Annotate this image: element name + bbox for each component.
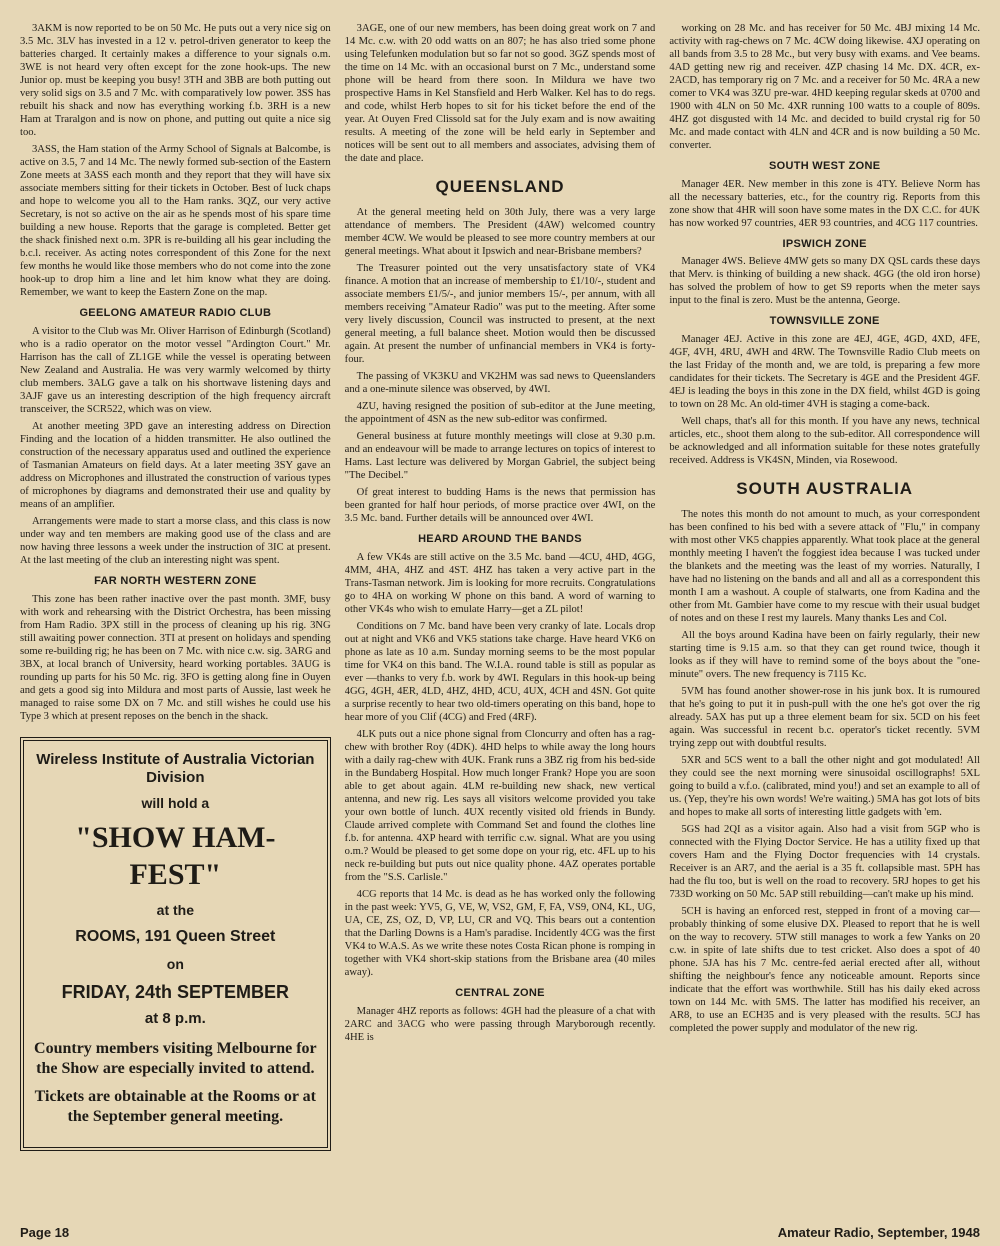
ad-at-the: at the xyxy=(156,901,194,918)
paragraph: 4ZU, having resigned the position of sub-editor at the June meeting, the appointment of 4SN as the new sub-editor was confirmed. xyxy=(344,401,656,426)
paragraph: 3ASS, the Ham station of the Army School of Signals at Balcombe, is active on 3.5, 7 and 14 Mc. The newly formed sub-section of the Eastern Zone meets at 3ASS each month and they report that they will have six associate members sitting for their tickets in October. Best of luck chaps and hope to welcome you all to the Ham ranks. 3QZ, our very active Secretary, is not so active on the air as he spends most of his spare time building a new house. Reports that the garage is completed. Better get the shack finished next o.m. 3PR is re-building all his gear including the b.c.l. receiver. As acting notes correspondent of this Zone for the next few months he would like those members who do not come into the zone hook-up to drop him a line and let him know what they are doing. Remember, we want to keep the Eastern Zone on the map. xyxy=(20,144,331,299)
paragraph: The Treasurer pointed out the very unsatisfactory state of VK4 finance. A motion that an increase of membership to £1/10/-, student and associate members £1/5/-, and junior members 15/-, per annum, with all members receiving "Amateur Radio" was put to the meeting. After some very lively discussion, Council was instructed to present, at the next general meeting, a full balance sheet. Motion would then be discussed again. At present the number of unfinancial members in VK4 is forty-four. xyxy=(344,263,656,366)
section-heading-heard-around-bands: HEARD AROUND THE BANDS xyxy=(418,533,582,546)
paragraph: General business at future monthly meetings will close at 9.30 p.m. and an endeavour will be made to arrange lectures on topics of interest to Hams. Last lecture was delivered by Morgan Gabriel, the subject being "The Decibel." xyxy=(344,431,656,482)
ad-venue: ROOMS, 191 Queen Street xyxy=(75,928,276,946)
paragraph: Manager 4EJ. Active in this zone are 4EJ, 4GE, 4GD, 4XD, 4FE, 4GF, 4VH, 4RU, 4WH and 4RW. The Townsville Radio Club meets on the last Friday of the month and, we are told, is preparing a few more candidates for their tickets. The Secretary is 4GE and the President 4GF. 4EJ is leading the boys in this zone in the DX field, whilst 4GD is going to town on 28 Mc. An old-timer 4VH is staging a come-back. xyxy=(669,333,981,410)
ad-time: at 8 p.m. xyxy=(144,1010,206,1028)
paragraph: Arrangements were made to start a morse class, and this class is now under way and ten members are making good use of the class and are now having three lessons a week under the instruction of 3IC at present. At the last meeting of the club an interesting night was spent. xyxy=(20,516,331,567)
paragraph: Conditions on 7 Mc. band have been very cranky of late. Locals drop out at night and VK6 and VK5 stations take charge. Have heard VK6 on phone as late as 10 a.m. Sunday morning seems to be the most popular time for VK4 on this band. The W.I.A. round table is still as popular as ever —thanks to very f.b. work by 4WI. Regulars in this hook-up being 4GG, 4GH, 4ER, 4LD, 4HZ, 4HD, 4CU, 4UX, 4CH and 4SN. Got quite a surprise recently to hear two old-timers operating on this band, hope to hear more of you Clif (4CG) and Fred (4RF). xyxy=(344,621,656,724)
paragraph: 5VM has found another shower-rose in his junk box. It is rumoured that he's going to put it in push-pull with the one he's got over the rig already. 5AX has put up a three element beam for six. 5CD on his feet again. Was successful in recent b.c. operator's ticket recently. 5VM trying zepp out with doubtful results. xyxy=(669,686,981,750)
paragraph: working on 28 Mc. and has receiver for 50 Mc. 4BJ mixing 14 Mc. activity with rag-chews on 7 Mc. 4CW doing likewise. 4XJ operating on all bands from 3.5 to 28 Mc., but very busy with exams. and Vee beams. 4AD getting new rig and receiver. 4ZP chasing 14 Mc. DX. 4CR, ex-2ACD, has temporary rig on 7 Mc. and a receiver for 50 Mc. 4RA a new comer to VK4 was 3ZU pre-war. 4HD keeping regular skeds at 0700 and 1900 with 4LN on 50 Mc. 4XR running 100 watts to a couple of 809s. 4HZ got disgusted with 14 Mc. and decided to build crystal rig for 50 Mc. and made contact with 4LN and 4CR and is now building a 50 Mc. converter. xyxy=(669,23,981,152)
section-heading-townsville-zone: TOWNSVILLE ZONE xyxy=(769,315,880,328)
paragraph: 3AKM is now reported to be on 50 Mc. He puts out a very nice sig on 3.5 Mc. 3LV has invested in a 12 v. petrol-driven generator to keep the batteries charged. It certainly makes a difference to your signals o.m. 3WE is not heard very often except for the zone hook-ups. The new Junior op. must be keeping you busy! 3TH and 3BB are both putting out very solid sigs on 3.5 and 7 Mc. with comparatively low power. 3SS has rebuilt his shack and now has everything working f.b. 3RH is a new Ham at Traralgon and is now on phone, and putting out quite a nice sig too. xyxy=(20,23,331,139)
ad-date: FRIDAY, 24th SEPTEMBER xyxy=(61,982,290,1003)
paragraph: Manager 4HZ reports as follows: 4GH had the pleasure of a chat with 2ARC and 3ACG who were passing through Maryborough recently. 4HE is xyxy=(344,1005,656,1043)
paragraph: A few VK4s are still active on the 3.5 Mc. band —4CU, 4HD, 4GG, 4MM, 4HA, 4HZ and 4ST. 4HZ has taken a very active part in the Trans-Tasman network. Jim is looking for more recruits. Congratulations go to 4HA on working W phone on this band. A word of warning to other VK4s who wish to emulate Harry—get a ZL pilot! xyxy=(344,551,656,616)
column-right xyxy=(669,22,980,1218)
paragraph: 5XR and 5CS went to a ball the other night and got modulated! All they could see the next morning were sinusoidal oscillographs! 5XL going to build a v.f.o. (calibrated, mind you!) and set an example to all of us. (Yep, they're his own words! We're waiting.) 5MA has got lots of bits and hopes to make all sorts of interesting little gadgets with 'em. xyxy=(669,755,981,819)
paragraph: At the general meeting held on 30th July, there was a very large attendance of members. The President (4AW) welcomed country member 4CW. We would be pleased to see more country members at our general meetings. What about it Ipswich and near-Brisbane members? xyxy=(344,207,656,258)
section-heading-ipswich-zone: IPSWICH ZONE xyxy=(782,237,867,250)
section-heading-south-australia: SOUTH AUSTRALIA xyxy=(736,478,914,498)
section-heading-far-north-western: FAR NORTH WESTERN ZONE xyxy=(94,575,257,588)
paragraph: The passing of VK3KU and VK2HM was sad news to Queenslanders and a one-minute silence was observed, by 4WI. xyxy=(344,371,656,396)
section-heading-queensland: QUEENSLAND xyxy=(435,177,565,197)
ad-on: on xyxy=(166,955,184,972)
paragraph: 5GS had 2QI as a visitor again. Also had a visit from 5GP who is connected with the Flying Doctor Service. He has a utility fixed up that covers Ham and the Flying Doctor frequencies with 14 crystals. Receiver is an AR7, and the aerial is a 35 ft. collapsible mast. 5PH has had the flu too, but is well on the road to recovery. 5RJ hopes to get his 733D working on 50 Mc. 5AP still rebuilding—can't make up his mind. xyxy=(669,824,981,901)
page-number: Page 18 xyxy=(20,1225,70,1240)
paragraph: The notes this month do not amount to much, as your correspondent has been confined to his bed with a severe attack of "Flu," in company with most other VK5 chappies apparently. What took place at the general monthly meeting I haven't the foggiest idea because I was tucked under the blankets and the meeting was the least of my worries. Naturally, I have had no listening on the bands and all and all as a correspondent this month I am a washout. A couple of stalwarts, one from Kadina and the other from Mt. Gambier have come to my rescue with their usual budget of notes and on these I rest my laurels. Many thanks Les and Col. xyxy=(669,508,981,625)
page-footer xyxy=(20,1225,980,1240)
section-heading-south-west-zone: SOUTH WEST ZONE xyxy=(768,160,881,173)
paragraph: Of great interest to budding Hams is the news that permission has been granted for half hour periods, of morse practice over 4WI, on the 3.5 Mc. band. Further details will be announced over 4WI. xyxy=(344,487,656,525)
paragraph: 3AGE, one of our new members, has been doing great work on 7 and 14 Mc. c.w. with 20 odd watts on an 807; he has also tried some phone using Telefunken modulation but so far not so good. 3GZ spends most of the time on 14 Mc. with an occasional burst on 7 Mc., understand some phone will be heard from there soon. In Mildura we have two prospective Hams in Kel Stansfield and Herb Walker. Kel has to do regs. and code, whilst Herb hopes to sit for his ticket before the end of the year. At Ouyen Fred Clissold sat for the July exam and is now awaiting results. A meeting of the zone will be held early in September and notices will be sent out to all members and associates, advising them of the date and place. xyxy=(344,23,656,165)
ad-will-hold: will hold a xyxy=(141,794,210,811)
paragraph: At another meeting 3PD gave an interesting address on Direction Finding and the location of a hidden transmitter. He also outlined the construction of the necessary apparatus used and outlined the experience of Tasmanian Amateurs on field days. At a later meeting 3SY gave an address on Microphones and illustrated the construction of various types of microphones by diagrams and demonstrated their use and quality by means of an amplifier. xyxy=(20,420,331,511)
paragraph: Manager 4WS. Believe 4MW gets so many DX QSL cards these days that Merv. is thinking of building a new shack. 4GG (the old iron horse) has solved the problem of how to get S9 reports when the meter says input to the final is zero. Must be the antenna, George. xyxy=(669,256,981,307)
paragraph: All the boys around Kadina have been on fairly regularly, their new starting time is 9.15 a.m. so that they can get round twice, though it looks as if they will have to remind some of the boys about the "one-minute" overs. The new frequency is 7115 Kc. xyxy=(669,630,981,681)
column-left xyxy=(20,22,331,1218)
paragraph: This zone has been rather inactive over the past month. 3MF, busy with work and rehearsing with the District Orchestra, has been missing from Ham Radio. 3PX still in the process of cleaning up his rig. 3NG still awaiting power connection. 3TI at present on holidays and spending some re-building rig; he has been on 7 Mc. with nice c.w. sig. 3ARG and 3BX, at local branch of University, heard working portables. 3AUG is rounding up parts for his 50 Mc. rig. 3FO is getting along fine in Ouyen and gets a good sig into Mildura and most parts of Aussie, last week he managed to raise some DX on 7 Mc. and still wishes he could use his Type 3 which at present reposes on the bench in the shack. xyxy=(20,593,331,722)
paragraph: 4LK puts out a nice phone signal from Cloncurry and often has a rag-chew with brother Roy (4DK). 4HD helps to while away the long hours with a daily rag-chew with 4UK. Frank runs a 3BZ rig from his bed-side in the Bundaberg Hospital. How much longer Frank? Hope you are soon able to get about again. 4LM re-building new shack, new vertical antenna, and new rig. Les says all visitors welcome provided you take your own bottle of lunch. 4UX recently visited old friends in Bundy. Claude arrived complete with Command Set and found the clothes line f.b. for antenna. 4XP heard with terrific c.w. signal. What are you using o.m.? Would be pleased to get some dope on your rig, etc. 4FL up to his neck re-building but puts out nice quality phone. 4AZ operates portable from the "S.S. Carlisle." xyxy=(344,729,656,884)
paragraph: 4CG reports that 14 Mc. is dead as he has worked only the following in the past week: YV5, G, VE, W, VS2, GM, F, FA, VS9, ON4, KL, UG, UA, CE, ZS, OZ, D, VP, LU, CR and VQ. This bears out a contention that the Darling Downs is a Ham's paradise. Incidently 4CG was the first VK4 to W.A.S. As we write these notes Costa Rican phone is romping in together with VK4 short-skip stations from the Brisbane area (40 miles away). xyxy=(344,889,656,979)
ad-organisation: Wireless Institute of Australia Victorian Division xyxy=(36,750,315,786)
publication-info: Amateur Radio, September, 1948 xyxy=(777,1225,980,1240)
section-heading-geelong: GEELONG AMATEUR RADIO CLUB xyxy=(79,307,272,320)
hamfest-advertisement xyxy=(20,737,331,1151)
section-heading-central-zone: CENTRAL ZONE xyxy=(455,987,545,1000)
article-columns xyxy=(20,22,980,1218)
paragraph: 5CH is having an enforced rest, stepped in front of a moving car—probably thinking of some elusive DX. Pleased to report that he is well on the way to recovery. 5TW still manages to work a few Yanks on 20 c.w. in spite of late shifts due to test cricket. Also does a spot of 40 phone. 5JA has his 7 Mc. centre-fed aerial erected after all, without shifting the neighbour's fence any noticeable amount. Reports since indicate that the effort was worthwhile. Still has his daily eked across town on 144 Mc. with 5MS. The latter has modified his receiver, an AR8, to use an ECH35 and is very pleased with the results. 5CJ has completed the power supply and modulator of the new rig. xyxy=(669,906,981,1035)
ad-country-note: Country members visiting Melbourne for the Show are especially invited to attend. xyxy=(34,1039,317,1077)
paragraph: A visitor to the Club was Mr. Oliver Harrison of Edinburgh (Scotland) who is a radio operator on the motor vessel "Ardington Court." Mr. Harrison has the call of ZL1GE while the vessel is operating between New Zealand and Australia. He was very warmly welcomed by thirty club members. 3ALG gave a talk on his shortwave listening days and 3AJF gave us an interesting description of the high frequency aircraft transceiver, the SCR522, which was on view. xyxy=(20,325,331,415)
paragraph: Manager 4ER. New member in this zone is 4TY. Believe Norm has all the necessary batteries, etc., for the country rig. Reports from this zone show that 4HR will soon have some mates in the DX C.C. for 4UK has now worked 97 countries, 4ER 93 countries, and 4CG 117 countries. xyxy=(669,178,981,229)
ad-event-title: "SHOW HAM-FEST" xyxy=(75,821,276,891)
column-middle xyxy=(345,22,656,1218)
paragraph: Well chaps, that's all for this month. If you have any news, technical articles, etc., shoot them along to the sub-editor. All correspondence will be acknowledged and all information suitable for these notes gratefully received. Address is VK4SN, Minden, via Rosewood. xyxy=(669,415,981,466)
ad-tickets-note: Tickets are obtainable at the Rooms or at the September general meeting. xyxy=(34,1087,316,1125)
